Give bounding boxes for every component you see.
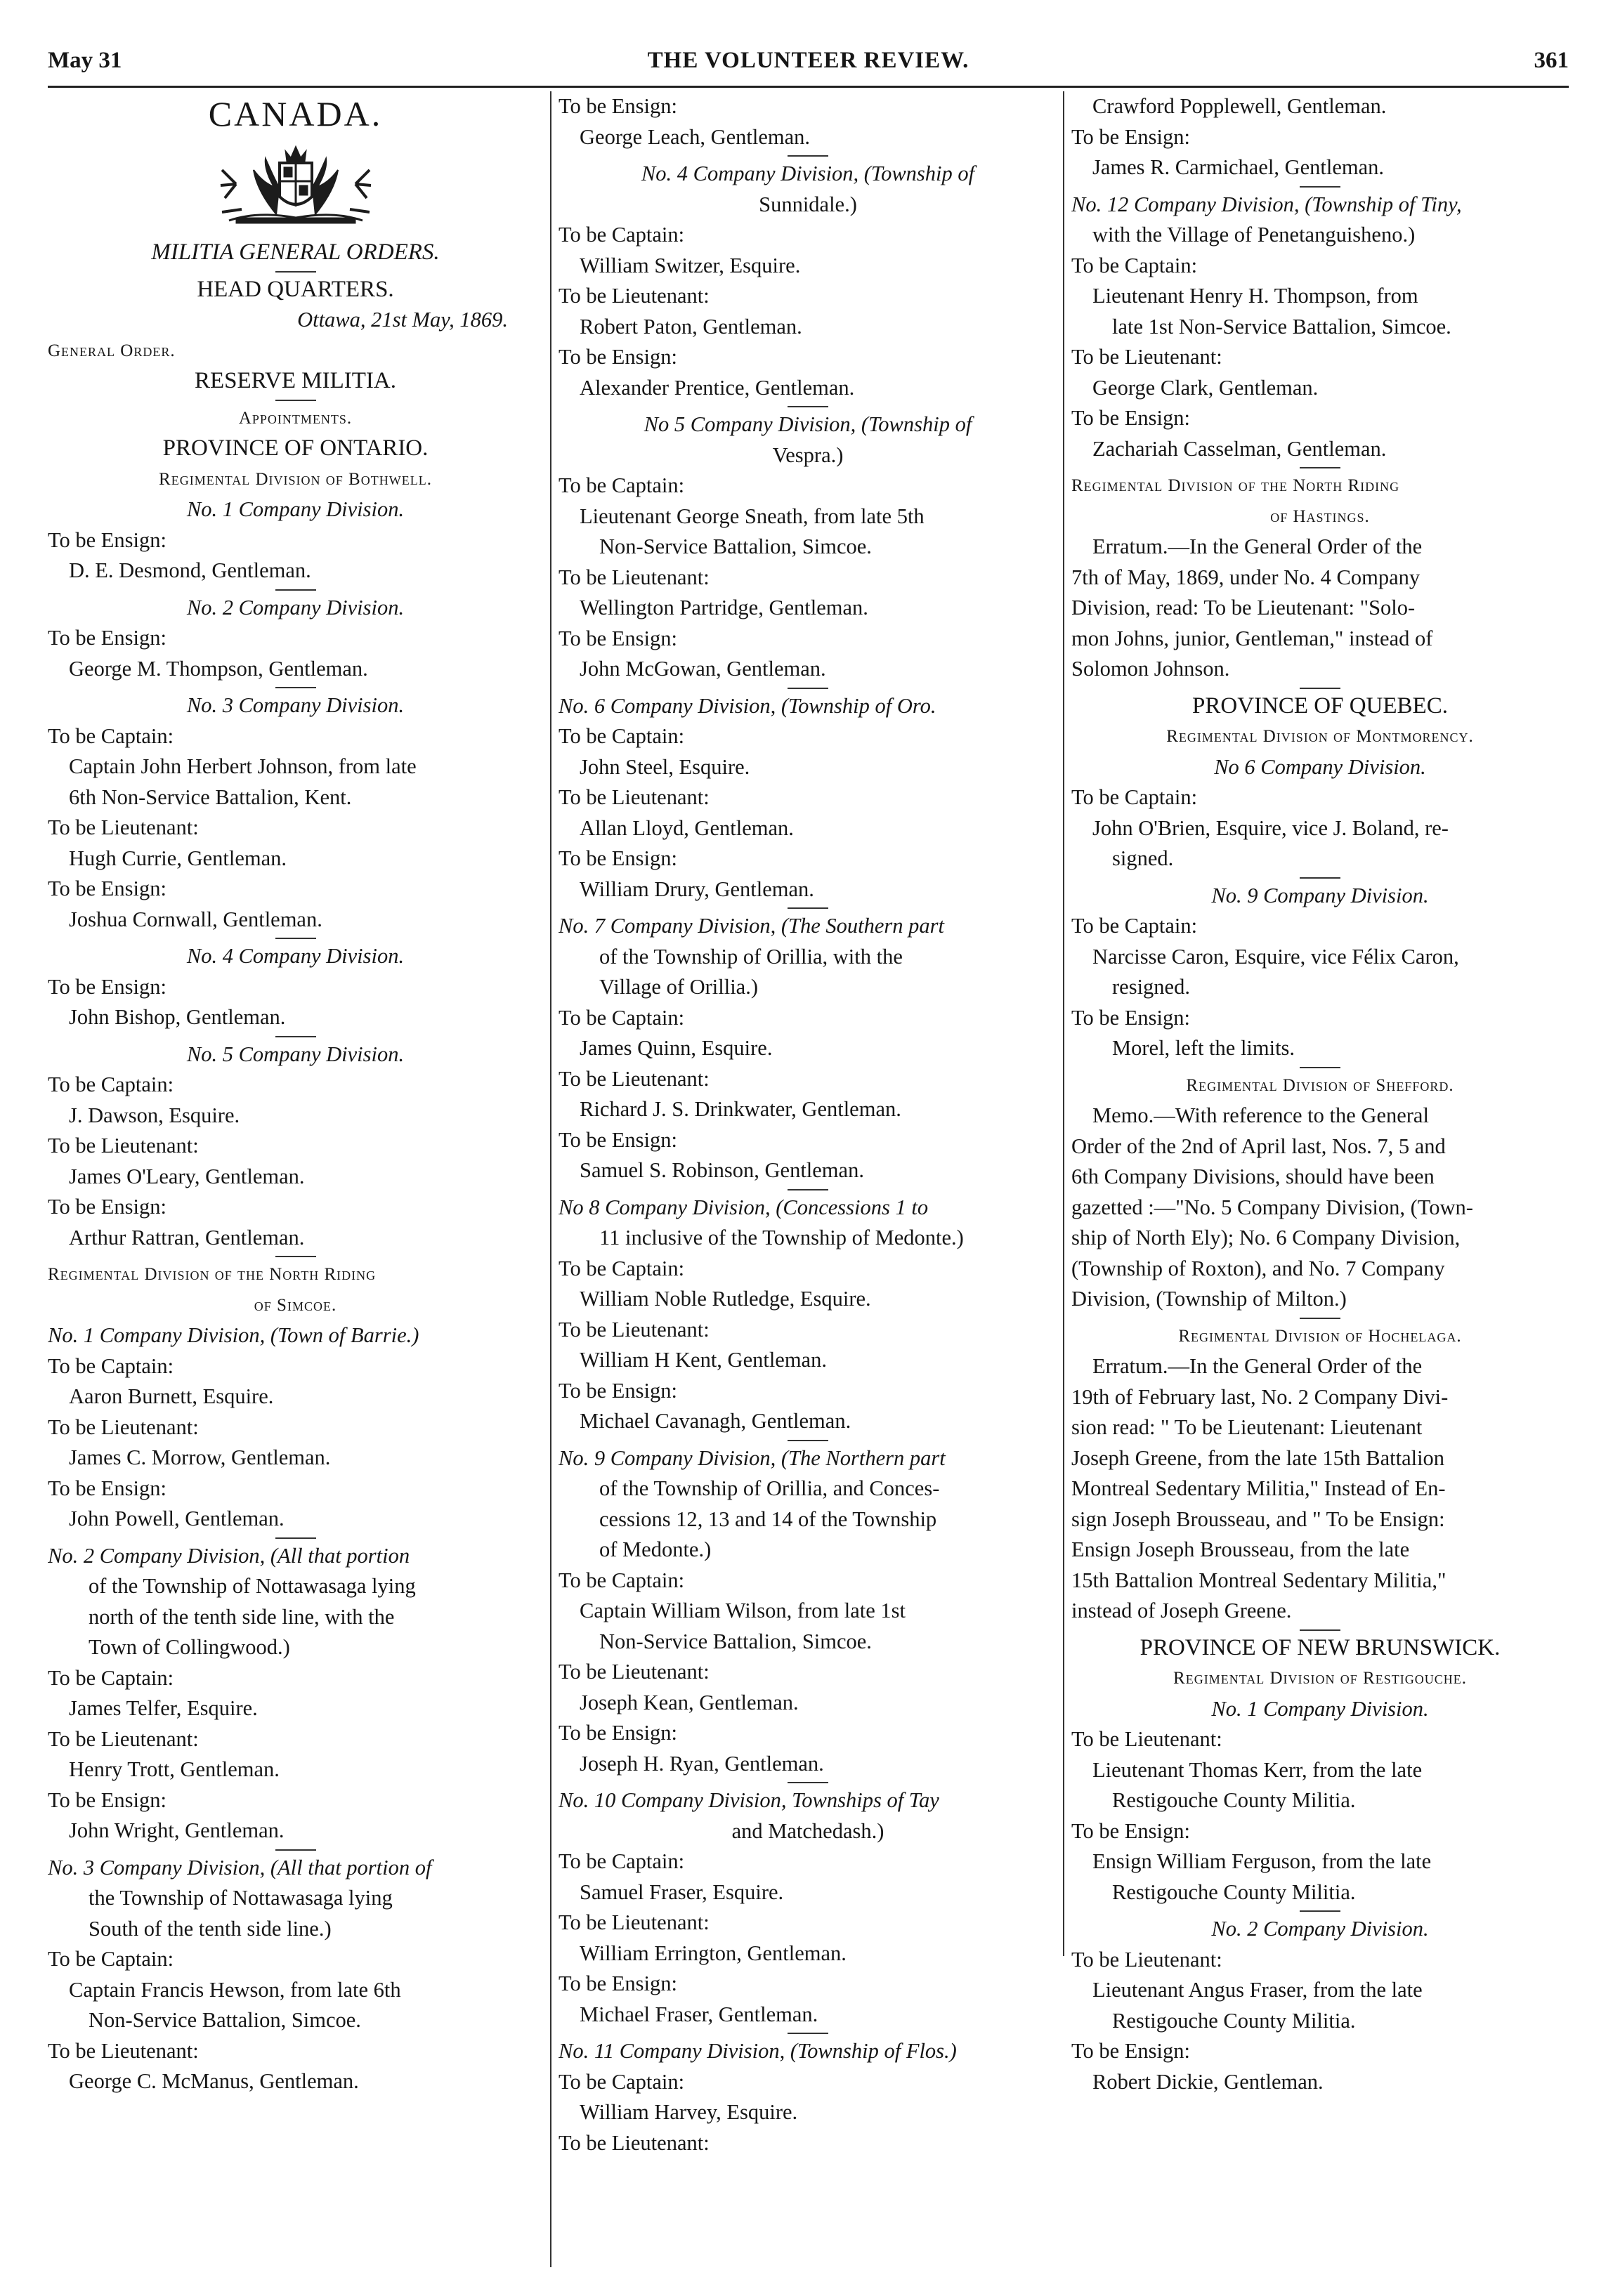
- company-division-heading: Town of Collingwood.): [89, 1635, 290, 1659]
- appointee-name: James Quinn, Esquire.: [580, 1036, 773, 1060]
- divider: [788, 688, 828, 689]
- erratum-text: Joseph Greene, from the late 15th Battalion: [1071, 1445, 1445, 1470]
- reserve-militia-heading: RESERVE MILITIA.: [195, 368, 396, 393]
- rank-label: To be Ensign:: [48, 1476, 166, 1500]
- rank-label: To be Lieutenant:: [1071, 1947, 1222, 1972]
- erratum-text: Ensign Joseph Brousseau, from the late: [1071, 1537, 1410, 1561]
- appointments-label: Appointments.: [238, 408, 353, 428]
- rank-label: To be Ensign:: [1071, 1005, 1190, 1030]
- company-division-heading: No. 7 Company Division, (The Southern part: [559, 914, 944, 938]
- memo-text: (Township of Roxton), and No. 7 Company: [1071, 1256, 1445, 1280]
- appointee-name: Robert Paton, Gentleman.: [580, 314, 802, 339]
- appointee-name: Captain William Wilson, from late 1st: [580, 1599, 906, 1622]
- rank-label: To be Lieutenant:: [559, 284, 710, 308]
- divider: [1300, 1629, 1340, 1631]
- rank-label: To be Captain:: [48, 1353, 174, 1378]
- appointee-name: Samuel Fraser, Esquire.: [580, 1880, 784, 1904]
- appointee-name: William Harvey, Esquire.: [580, 2100, 798, 2124]
- regimental-division-heading: Regimental Division of Restigouche.: [1173, 1669, 1467, 1688]
- rank-label: To be Lieutenant:: [559, 1066, 710, 1091]
- company-division-heading: No. 6 Company Division, (Township of Oro.: [559, 693, 936, 718]
- appointee-name: Michael Fraser, Gentleman.: [580, 2002, 818, 2026]
- appointee-name: James C. Morrow, Gentleman.: [69, 1445, 331, 1469]
- appointee-name: George Leach, Gentleman.: [580, 124, 811, 149]
- appointee-name: Non-Service Battalion, Simcoe.: [599, 534, 872, 558]
- erratum-text: 7th of May, 1869, under No. 4 Company: [1071, 565, 1421, 589]
- erratum-text: instead of Joseph Greene.: [1071, 1599, 1292, 1622]
- company-division-heading: No. 1 Company Division.: [186, 497, 405, 521]
- appointee-name: Joseph H. Ryan, Gentleman.: [580, 1751, 824, 1776]
- erratum-text: sign Joseph Brousseau, and " To be Ensign:: [1071, 1507, 1445, 1531]
- company-division-heading: No. 4 Company Division, (Township of: [641, 162, 975, 185]
- memo-text: ship of North Ely); No. 6 Company Division,: [1071, 1226, 1461, 1249]
- company-division-heading: No. 11 Company Division, (Township of Flos.): [559, 2039, 957, 2063]
- masthead: [48, 44, 1569, 84]
- company-division-heading: No. 2 Company Division, (All that portion: [48, 1543, 410, 1568]
- memo-text: gazetted :—"No. 5 Company Division, (Town-: [1071, 1195, 1473, 1219]
- rank-label: To be Ensign:: [559, 345, 677, 369]
- divider: [788, 1189, 828, 1190]
- appointee-name: Hugh Currie, Gentleman.: [69, 846, 287, 870]
- appointee-name: William Drury, Gentleman.: [580, 877, 814, 901]
- appointee-name: William Errington, Gentleman.: [580, 1941, 847, 1965]
- regimental-division-heading: of Hastings.: [1270, 506, 1370, 526]
- rank-label: To be Captain:: [1071, 253, 1198, 277]
- headquarters-line: HEAD QUARTERS.: [197, 276, 394, 302]
- column-3: [1071, 91, 1569, 2269]
- rank-label: To be Captain:: [559, 1256, 685, 1280]
- appointee-name: Henry Trott, Gentleman.: [69, 1757, 280, 1781]
- rank-label: To be Ensign:: [559, 94, 677, 118]
- regimental-division-heading: Regimental Division of Bothwell.: [159, 469, 432, 489]
- erratum-text: sion read: " To be Lieutenant: Lieutenant: [1071, 1415, 1423, 1439]
- appointee-name: Non-Service Battalion, Simcoe.: [599, 1629, 872, 1653]
- appointee-name: Captain John Herbert Johnson, from late: [69, 754, 417, 778]
- appointee-name: Non-Service Battalion, Simcoe.: [89, 2008, 361, 2032]
- appointee-name: John Powell, Gentleman.: [69, 1507, 285, 1530]
- appointee-name: J. Dawson, Esquire.: [69, 1103, 240, 1127]
- company-division-heading: No. 1 Company Division, (Town of Barrie.): [48, 1323, 419, 1347]
- company-division-heading: No. 2 Company Division.: [186, 595, 405, 619]
- divider: [1300, 688, 1340, 689]
- masthead-rule: [48, 86, 1569, 88]
- column-2: [559, 91, 1057, 2269]
- rank-label: To be Lieutenant:: [559, 1317, 710, 1341]
- rank-label: To be Captain:: [48, 723, 174, 748]
- rank-label: To be Ensign:: [559, 846, 677, 870]
- divider: [1300, 1067, 1340, 1068]
- regimental-division-heading: Regimental Division of the North Riding: [1071, 476, 1400, 495]
- divider: [275, 400, 316, 401]
- rank-label: To be Ensign:: [48, 974, 166, 999]
- company-division-heading: No. 9 Company Division, (The Northern part: [559, 1445, 946, 1470]
- regimental-division-heading: of Simcoe.: [254, 1295, 337, 1315]
- appointee-name: Arthur Rattran, Gentleman.: [69, 1225, 305, 1249]
- company-division-heading: of the Township of Nottawasaga lying: [89, 1574, 416, 1598]
- company-division-heading: No 5 Company Division, (Township of: [644, 412, 972, 436]
- appointee-name: George M. Thompson, Gentleman.: [69, 656, 368, 681]
- appointee-name: Alexander Prentice, Gentleman.: [580, 375, 855, 400]
- appointee-name: Samuel S. Robinson, Gentleman.: [580, 1158, 864, 1182]
- appointee-name: John Wright, Gentleman.: [69, 1818, 285, 1842]
- erratum-text: Erratum.—In the General Order of the: [1092, 534, 1423, 558]
- appointee-name: Lieutenant Thomas Kerr, from the late: [1092, 1757, 1423, 1782]
- publication-title: THE VOLUNTEER REVIEW.: [647, 48, 969, 73]
- divider: [275, 1256, 316, 1257]
- rank-label: To be Ensign:: [48, 877, 166, 900]
- memo-text: Division, (Township of Milton.): [1071, 1287, 1347, 1311]
- rank-label: To be Captain:: [1071, 785, 1198, 809]
- rank-label: To be Captain:: [559, 1568, 685, 1592]
- divider: [275, 1036, 316, 1037]
- appointee-name: James Telfer, Esquire.: [69, 1696, 258, 1720]
- erratum-text: 15th Battalion Montreal Sedentary Militia,": [1071, 1568, 1447, 1592]
- appointee-name: late 1st Non-Service Battalion, Simcoe.: [1112, 314, 1451, 339]
- company-division-heading: South of the tenth side line.): [89, 1916, 332, 1941]
- rank-label: To be Ensign:: [1071, 406, 1190, 430]
- appointee-name: signed.: [1112, 846, 1174, 870]
- company-division-heading: No. 2 Company Division.: [1211, 1917, 1429, 1941]
- company-division-heading: No. 12 Company Division, (Township of Tiny,: [1071, 192, 1462, 216]
- rank-label: To be Lieutenant:: [559, 1910, 710, 1934]
- rank-label: To be Captain:: [559, 1849, 685, 1873]
- divider: [788, 907, 828, 909]
- memo-text: Order of the 2nd of April last, Nos. 7, 5 and: [1071, 1134, 1446, 1158]
- column-1: [48, 91, 543, 2269]
- regimental-division-heading: Regimental Division of Shefford.: [1186, 1075, 1454, 1095]
- company-division-heading: of the Township of Orillia, and Conces-: [599, 1476, 940, 1500]
- appointee-name: Ensign William Ferguson, from the late: [1092, 1849, 1432, 1873]
- rank-label: To be Ensign:: [48, 1787, 166, 1812]
- rank-label: To be Ensign:: [559, 1972, 677, 1995]
- erratum-text: Montreal Sedentary Militia," Instead of En-: [1071, 1476, 1446, 1500]
- rank-label: To be Lieutenant:: [1071, 1727, 1222, 1751]
- rank-label: To be Lieutenant:: [1071, 345, 1222, 369]
- rank-label: To be Captain:: [48, 1072, 174, 1096]
- rank-label: To be Ensign:: [48, 1195, 166, 1219]
- appointee-name: Crawford Popplewell, Gentleman.: [1092, 94, 1387, 118]
- province-heading: PROVINCE OF NEW BRUNSWICK.: [1139, 1634, 1501, 1660]
- company-division-heading: north of the tenth side line, with the: [89, 1604, 395, 1629]
- rank-label: To be Lieutenant:: [559, 785, 710, 809]
- memo-text: Memo.—With reference to the General: [1092, 1103, 1429, 1127]
- erratum-text: Division, read: To be Lieutenant: "Solo-: [1071, 596, 1416, 619]
- rank-label: To be Ensign:: [559, 1721, 677, 1745]
- appointee-name: Restigouche County Militia.: [1112, 2008, 1356, 2033]
- rank-label: To be Ensign:: [559, 1378, 677, 1403]
- erratum-text: 19th of February last, No. 2 Company Divi-: [1071, 1384, 1449, 1409]
- rank-label: To be Captain:: [559, 2069, 685, 2094]
- divider: [788, 1782, 828, 1783]
- province-heading: PROVINCE OF ONTARIO.: [162, 435, 429, 461]
- appointee-name: 6th Non-Service Battalion, Kent.: [69, 785, 352, 809]
- rank-label: To be Ensign:: [48, 626, 166, 650]
- appointee-name: Joshua Cornwall, Gentleman.: [69, 907, 322, 931]
- company-division-heading: No. 5 Company Division.: [186, 1042, 405, 1066]
- divider: [275, 1849, 316, 1851]
- divider: [1300, 186, 1340, 188]
- appointee-name: George C. McManus, Gentleman.: [69, 2069, 359, 2093]
- company-division-heading: No. 1 Company Division.: [1211, 1696, 1429, 1721]
- company-division-heading: with the Village of Penetanguisheno.): [1092, 223, 1416, 247]
- rank-label: To be Ensign:: [559, 626, 677, 650]
- divider: [1300, 877, 1340, 879]
- company-division-heading: No. 4 Company Division.: [186, 944, 405, 968]
- appointee-name: Lieutenant Henry H. Thompson, from: [1092, 284, 1418, 308]
- appointee-name: Allan Lloyd, Gentleman.: [580, 815, 794, 840]
- appointee-name: resigned.: [1112, 975, 1190, 999]
- company-division-heading: the Township of Nottawasaga lying: [89, 1886, 393, 1910]
- company-division-heading: Sunnidale.): [759, 192, 857, 216]
- rank-label: To be Ensign:: [48, 527, 166, 552]
- province-heading: PROVINCE OF QUEBEC.: [1192, 693, 1448, 719]
- regimental-division-heading: Regimental Division of Hochelaga.: [1178, 1326, 1462, 1346]
- rank-label: To be Lieutenant:: [48, 1134, 199, 1157]
- erratum-text: Solomon Johnson.: [1071, 657, 1230, 681]
- divider: [788, 406, 828, 407]
- appointee-name: Lieutenant Angus Fraser, from the late: [1092, 1978, 1423, 2002]
- appointee-name: Zachariah Casselman, Gentleman.: [1092, 436, 1387, 461]
- company-division-heading: No. 9 Company Division.: [1211, 883, 1429, 907]
- rank-label: To be Captain:: [559, 1005, 685, 1030]
- appointee-name: James O'Leary, Gentleman.: [69, 1164, 305, 1188]
- company-division-heading: No 6 Company Division.: [1214, 754, 1426, 779]
- rank-label: To be Captain:: [559, 223, 685, 247]
- erratum-text: mon Johns, junior, Gentleman," instead of: [1071, 626, 1433, 650]
- rank-label: To be Ensign:: [1071, 2039, 1190, 2063]
- appointee-name: John Bishop, Gentleman.: [69, 1005, 286, 1029]
- rank-label: To be Lieutenant:: [48, 815, 199, 839]
- dateline: Ottawa, 21st May, 1869.: [297, 308, 508, 332]
- appointee-name: Restigouche County Militia.: [1112, 1880, 1356, 1904]
- page-number: 361: [1534, 48, 1569, 73]
- divider: [275, 271, 316, 273]
- column-rule-1: [550, 91, 551, 2267]
- divider: [1300, 1910, 1340, 1912]
- company-division-heading: No. 10 Company Division, Townships of Tay: [559, 1788, 939, 1812]
- regimental-division-heading: Regimental Division of Montmorency.: [1166, 727, 1474, 746]
- divider: [275, 938, 316, 939]
- appointee-name: Captain Francis Hewson, from late 6th: [69, 1977, 401, 2002]
- company-division-heading: cessions 12, 13 and 14 of the Township: [599, 1507, 937, 1531]
- appointee-name: John McGowan, Gentleman.: [580, 657, 826, 681]
- appointee-name: William Noble Rutledge, Esquire.: [580, 1287, 871, 1311]
- divider: [275, 589, 316, 591]
- appointee-name: George Clark, Gentleman.: [1092, 375, 1319, 400]
- regimental-division-heading: Regimental Division of the North Riding: [48, 1265, 377, 1284]
- issue-date: May 31: [48, 48, 122, 73]
- column-rule-2: [1063, 91, 1064, 1956]
- divider: [788, 2033, 828, 2034]
- divider: [788, 155, 828, 157]
- appointee-name: Michael Cavanagh, Gentleman.: [580, 1409, 851, 1433]
- company-division-heading: 11 inclusive of the Township of Medonte.): [599, 1226, 964, 1249]
- appointee-name: Restigouche County Militia.: [1112, 1788, 1356, 1812]
- appointee-name: William Switzer, Esquire.: [580, 253, 801, 277]
- company-division-heading: No 8 Company Division, (Concessions 1 to: [559, 1195, 929, 1219]
- article-heading: CANADA.: [208, 94, 383, 133]
- appointee-name: D. E. Desmond, Gentleman.: [69, 558, 311, 582]
- erratum-text: Erratum.—In the General Order of the: [1092, 1354, 1423, 1378]
- appointee-name: Wellington Partridge, Gentleman.: [580, 596, 868, 619]
- rank-label: To be Lieutenant:: [559, 2130, 710, 2155]
- company-division-heading: Village of Orillia.): [599, 975, 758, 999]
- rank-label: To be Ensign:: [1071, 1818, 1190, 1843]
- rank-label: To be Ensign:: [559, 1127, 677, 1152]
- appointee-name: Narcisse Caron, Esquire, vice Félix Caron,: [1092, 944, 1459, 969]
- appointee-name: Lieutenant George Sneath, from late 5th: [580, 504, 925, 528]
- company-division-heading: of Medonte.): [599, 1537, 712, 1561]
- rank-label: To be Lieutenant:: [559, 565, 710, 589]
- divider: [275, 687, 316, 688]
- rank-label: To be Lieutenant:: [559, 1660, 710, 1684]
- appointee-name: Aaron Burnett, Esquire.: [69, 1384, 274, 1408]
- company-division-heading: Vespra.): [772, 442, 844, 467]
- divider: [1300, 1318, 1340, 1319]
- rank-label: To be Lieutenant:: [48, 1726, 199, 1751]
- appointee-name: William H Kent, Gentleman.: [580, 1348, 827, 1372]
- appointee-name: Robert Dickie, Gentleman.: [1092, 2069, 1324, 2094]
- rank-label: To be Lieutenant:: [48, 2038, 199, 2063]
- company-division-heading: and Matchedash.): [731, 1818, 884, 1843]
- memo-text: 6th Company Divisions, should have been: [1071, 1165, 1435, 1188]
- appointee-name: James R. Carmichael, Gentleman.: [1092, 155, 1385, 179]
- rank-label: To be Captain:: [559, 724, 685, 748]
- appointee-name: Richard J. S. Drinkwater, Gentleman.: [580, 1097, 901, 1121]
- divider: [788, 1440, 828, 1441]
- company-division-heading: of the Township of Orillia, with the: [599, 944, 903, 969]
- general-order-label: General Order.: [48, 341, 176, 360]
- article-subheading: MILITIA GENERAL ORDERS.: [151, 240, 440, 265]
- coat-of-arms-icon: [215, 142, 377, 233]
- company-division-heading: No. 3 Company Division.: [186, 693, 405, 717]
- company-division-heading: No. 3 Company Division, (All that portion of: [48, 1855, 432, 1880]
- appointee-name: John O'Brien, Esquire, vice J. Boland, re-: [1092, 815, 1449, 840]
- divider: [275, 1537, 316, 1539]
- divider: [1300, 467, 1340, 468]
- rank-label: To be Lieutenant:: [48, 1415, 199, 1439]
- appointee-name: Joseph Kean, Gentleman.: [580, 1690, 799, 1714]
- rank-label: To be Captain:: [559, 473, 685, 497]
- rank-label: To be Ensign:: [1071, 124, 1190, 149]
- rank-label: To be Captain:: [48, 1665, 174, 1690]
- appointee-name: Morel, left the limits.: [1112, 1036, 1295, 1060]
- appointee-name: John Steel, Esquire.: [580, 754, 750, 779]
- rank-label: To be Captain:: [48, 1947, 174, 1971]
- rank-label: To be Captain:: [1071, 914, 1198, 938]
